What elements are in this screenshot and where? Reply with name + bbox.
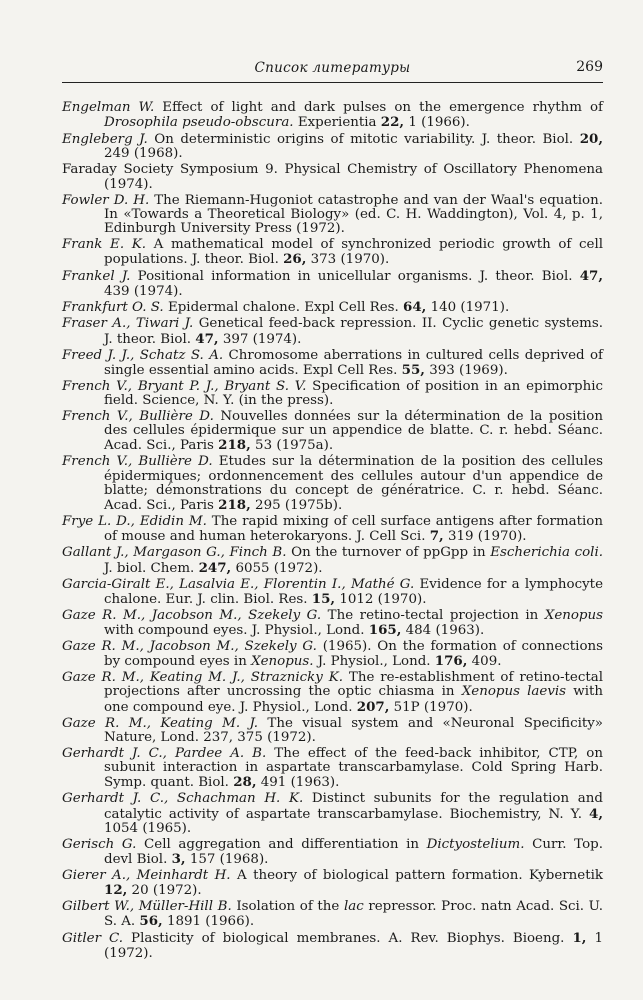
reference-italic: Xenopus: [544, 607, 603, 623]
reference-entry: [62, 609, 603, 639]
reference-text: Etudes sur la détermination de la position des cellules épidermiques; ordonnencement des cellules autour d'un appendice de blatte; démonstrations du concept de génératrice. C. r. hebd. Séanc. Acad. Sci., Paris: [104, 454, 603, 514]
reference-entry: [62, 515, 603, 545]
reference-text: with compound eyes. J. Physiol., Lond.: [104, 623, 369, 638]
running-header-title: Список литературы: [254, 60, 411, 76]
reference-entry: [62, 317, 603, 347]
reference-authors: Frankfurt O. S.: [62, 300, 164, 316]
reference-authors: Frye L. D., Edidin M.: [62, 514, 207, 530]
reference-authors: Gitler C.: [62, 931, 124, 947]
reference-volume: 26,: [283, 251, 307, 268]
reference-authors: Frankel J.: [62, 269, 131, 285]
reference-volume: 4,: [589, 805, 603, 822]
reference-authors: Gaze R. M., Keating M. J.: [62, 715, 259, 731]
reference-text: Distinct subunits for the regulation and catalytic activity of aspartate transcarbamylase. Biochemistry, N. Y.: [104, 791, 603, 822]
reference-text: 51P (1970).: [389, 699, 473, 715]
reference-italic: Xenopus.: [251, 654, 314, 670]
reference-text: The Riemann-Hugoniot catastrophe and van der Waal's equation. In «Towards a Theoretical Biology» (ed. C. H. Waddington), Vol. 4, p. 1, Edinburgh University Press (1972).: [104, 192, 603, 237]
reference-entry: [62, 931, 603, 961]
reference-entry: [62, 455, 603, 513]
reference-text: Isolation of the: [231, 899, 344, 915]
reference-volume: 28,: [233, 774, 257, 791]
reference-volume: 47,: [195, 330, 219, 347]
reference-italic: lac: [343, 899, 364, 915]
reference-entry: [62, 163, 603, 192]
reference-authors: French V., Bryant P. J., Bryant S. V.: [62, 378, 307, 394]
reference-text: The re-establishment of retino-tectal projections after uncrossing the optic chiasma in: [104, 670, 603, 700]
reference-text: 319 (1970).: [443, 529, 527, 545]
reference-entry: [62, 838, 603, 868]
reference-entry: [62, 792, 603, 836]
reference-volume: 56,: [139, 913, 163, 930]
reference-entry: [62, 747, 603, 791]
reference-text: 439 (1974).: [104, 283, 183, 299]
reference-authors: Freed J. J., Schatz S. A.: [62, 347, 224, 363]
reference-authors: Garcia-Giralt E., Lasalvia E., Florentin I., Mathé G.: [62, 576, 415, 592]
reference-volume: 7,: [429, 528, 444, 545]
page-number: 269: [576, 59, 603, 75]
reference-text: 157 (1968).: [185, 852, 269, 868]
reference-text: On the turnover of ppGpp in: [286, 545, 491, 561]
reference-volume: 15,: [311, 590, 336, 607]
reference-authors: Gerhardt J. C., Schachman H. K.: [62, 791, 304, 807]
reference-entry: [62, 546, 603, 576]
reference-entry: [62, 869, 603, 899]
reference-text: 140 (1971).: [426, 300, 510, 316]
reference-volume: 47,: [579, 268, 603, 285]
running-header: [62, 58, 603, 83]
reference-authors: Fraser A., Tiwari J.: [62, 316, 194, 332]
reference-authors: Gaze R. M., Jacobson M., Szekely G.: [62, 638, 317, 654]
reference-text: Chromosome aberrations in cultured cells deprived of single essential amino acids. Expl Cell Res.: [104, 347, 603, 378]
reference-text: The retino-tectal projection in: [321, 607, 545, 623]
reference-entry: [62, 300, 603, 315]
reference-text: 397 (1974).: [218, 331, 302, 347]
reference-authors: Gaze R. M., Keating M. J., Straznicky K.: [62, 670, 344, 686]
reference-entry: [62, 101, 603, 131]
reference-entry: [62, 640, 603, 670]
reference-text: 1891 (1966).: [162, 914, 255, 930]
reference-text: The rapid mixing of cell surface antigens after formation of mouse and human heterokaryons. J. Cell Sci.: [104, 514, 603, 545]
reference-volume: 176,: [434, 653, 468, 670]
reference-authors: Gierer A., Meinhardt H.: [62, 867, 231, 883]
reference-italic: Drosophila pseudo-obscura.: [104, 115, 294, 131]
reference-authors: French V., Bullière D.: [62, 408, 214, 424]
reference-text: 249 (1968).: [104, 146, 183, 162]
reference-authors: Gallant J., Margason G., Finch B.: [62, 545, 287, 561]
reference-entry: [62, 380, 603, 409]
reference-volume: 64,: [403, 299, 427, 316]
reference-authors: Gaze R. M., Jacobson M., Szekely G.: [62, 607, 322, 623]
reference-text: repressor. Proc. natn Acad. Sci. U. S. A.: [104, 899, 603, 930]
reference-text: 53 (1975a).: [250, 438, 334, 454]
reference-authors: Engelman W.: [62, 100, 155, 115]
reference-volume: 3,: [171, 851, 186, 868]
reference-text: The visual system and «Neuronal Specificity» Nature, Lond. 237, 375 (1972).: [104, 715, 603, 745]
reference-text: 491 (1963).: [256, 775, 340, 791]
reference-volume: 247,: [198, 559, 232, 576]
reference-entry: [62, 410, 603, 454]
reference-text: 409.: [467, 654, 502, 670]
reference-volume: 12,: [104, 882, 128, 899]
reference-volume: 165,: [368, 622, 402, 638]
reference-text: Evidence for a lymphocyte chalone. Eur. J. clin. Biol. Res.: [104, 576, 603, 607]
reference-entry: [62, 900, 603, 930]
reference-entry: [62, 269, 603, 299]
reference-entry: [62, 132, 603, 162]
reference-italic: Dictyostelium.: [426, 836, 525, 852]
reference-text: with one compound eye. J. Physiol., Lond.: [104, 684, 603, 715]
reference-authors: Engleberg J.: [62, 132, 148, 148]
reference-text: Curr. Top. devl Biol.: [104, 836, 603, 868]
reference-entry: [62, 238, 603, 268]
reference-text: Epidermal chalone. Expl Cell Res.: [163, 300, 404, 316]
reference-text: A mathematical model of synchronized periodic growth of cell populations. J. theor. Biol.: [104, 237, 604, 268]
reference-text: 1 (1972).: [104, 931, 603, 961]
reference-volume: 1,: [572, 930, 587, 947]
reference-text: 393 (1969).: [424, 362, 508, 378]
reference-text: 373 (1970).: [306, 252, 390, 268]
reference-authors: Fowler D. H.: [62, 192, 150, 208]
reference-text: 1054 (1965).: [104, 820, 192, 836]
reference-entry: [62, 717, 603, 746]
reference-entry: [62, 671, 603, 715]
reference-text: Plasticity of biological membranes. A. Rev. Biophys. Bioeng.: [123, 931, 573, 947]
reference-authors: French V., Bullière D.: [62, 454, 213, 470]
reference-text: Specification of position in an epimorphic field. Science, N. Y. (in the press).: [104, 378, 603, 408]
reference-volume: 207,: [356, 698, 390, 715]
reference-volume: 20,: [579, 131, 603, 148]
reference-entry: [62, 349, 603, 379]
reference-italic: Xenopus laevis: [461, 684, 567, 700]
reference-authors: Gerisch G.: [62, 836, 137, 852]
reference-text: The effect of the feed-back inhibitor, CTP, on subunit interaction in aspartate transcarbamylase. Cold Spring Harb. Symp. quant. Biol.: [104, 745, 603, 791]
reference-text: Effect of light and dark pulses on the emergence rhythm of: [154, 100, 603, 115]
reference-text: Experientia: [293, 115, 381, 131]
reference-entry: [62, 578, 603, 608]
reference-text: On deterministic origins of mitotic variability. J. theor. Biol.: [147, 132, 580, 148]
reference-text: (1965). On the formation of connections by compound eyes in: [104, 638, 604, 670]
reference-text: Nouvelles données sur la détermination de la position des cellules épidermique sur un appendice de blatte. C. r. hebd. Séanc. Acad. Sci., Paris: [104, 408, 603, 454]
reference-text: J. Physiol., Lond.: [313, 654, 435, 670]
reference-text: 1 (1966).: [404, 115, 470, 131]
reference-text: Cell aggregation and differentiation in: [136, 836, 427, 852]
reference-text: 20 (1972).: [127, 883, 202, 899]
reference-text: 1012 (1970).: [335, 591, 427, 607]
reference-volume: 218,: [218, 437, 251, 454]
reference-text: 295 (1975b).: [250, 498, 343, 514]
reference-text: 484 (1963).: [401, 623, 485, 638]
reference-text: A theory of biological pattern formation. Kybernetik: [230, 867, 603, 883]
reference-authors: Frank E. K.: [62, 237, 147, 253]
reference-text: Genetical feed-back repression. II. Cyclic genetic systems. J. theor. Biol.: [104, 316, 603, 347]
reference-authors: Gilbert W., Müller-Hill B.: [62, 899, 232, 915]
reference-text: Faraday Society Symposium 9. Physical Chemistry of Oscillatory Phenomena (1974).: [62, 162, 603, 192]
reference-list: [62, 101, 603, 961]
reference-entry: [62, 194, 603, 237]
reference-text: J. biol. Chem.: [104, 560, 199, 576]
reference-italic: Escherichia coli.: [490, 545, 603, 561]
reference-volume: 218,: [218, 497, 251, 514]
reference-volume: 55,: [401, 361, 425, 378]
reference-text: Positional information in unicellular organisms. J. theor. Biol.: [130, 269, 580, 285]
reference-volume: 22,: [380, 114, 405, 131]
reference-authors: Gerhardt J. C., Pardee A. B.: [62, 745, 267, 761]
reference-text: 6055 (1972).: [231, 560, 323, 576]
